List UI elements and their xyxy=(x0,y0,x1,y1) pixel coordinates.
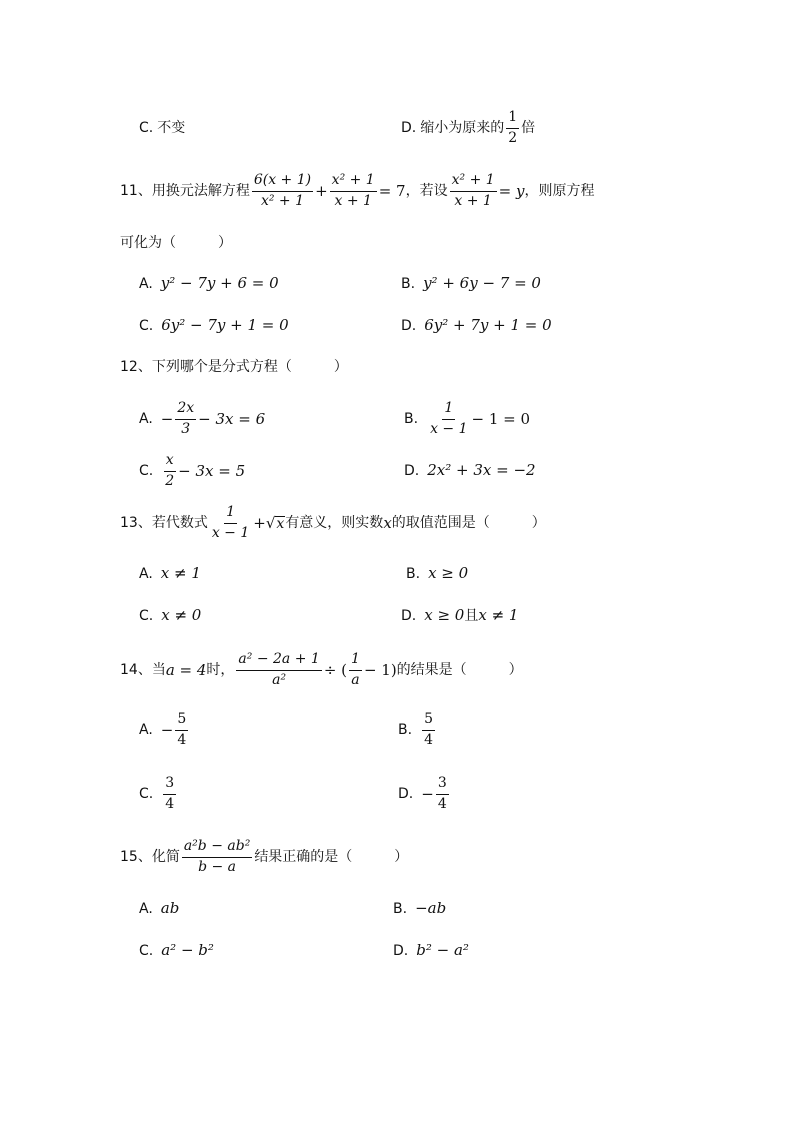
option-math: x ≠ 1 xyxy=(160,564,201,582)
q12-option-c xyxy=(139,449,245,493)
math-expression: − 1) xyxy=(363,660,397,679)
q13-option-a xyxy=(139,566,201,581)
option-label: B. xyxy=(406,565,421,582)
q10-option-d xyxy=(401,106,535,150)
question-number: 12、 xyxy=(120,359,152,375)
fraction: 1 x − 1 xyxy=(430,400,468,437)
fraction: $\frac{\text{x² + 1}}{x + 1}$ xyxy=(451,172,495,209)
math-operator: − xyxy=(160,409,174,428)
question-text: 结果正确的是（ ） xyxy=(254,849,409,865)
fraction: $\frac{3}{4}$ xyxy=(437,775,447,812)
question-text: 有意义，则实数 xyxy=(285,515,384,531)
math-operator: + xyxy=(315,181,328,200)
fraction: 1 x − 1 xyxy=(211,504,250,541)
question-15-stem xyxy=(120,834,408,880)
option-label: B. xyxy=(393,900,408,917)
math-operator: ÷ ( xyxy=(323,660,348,679)
option-math: − 3x = 5 xyxy=(178,461,246,480)
q10-option-c xyxy=(139,121,185,135)
option-label: D. xyxy=(401,317,417,334)
option-label: B. xyxy=(398,722,413,738)
q11-option-c xyxy=(139,318,289,333)
option-math: y² − 7y + 6 = 0 xyxy=(160,274,279,292)
option-math: x ≠ 0 xyxy=(161,606,202,624)
option-label: A. xyxy=(139,900,153,917)
option-label: D. xyxy=(398,786,414,802)
option-label: D. xyxy=(393,942,409,959)
option-math: a² − b² xyxy=(161,941,214,959)
q14-option-b xyxy=(398,708,437,752)
fraction: $\frac{2x}{3}$ xyxy=(177,400,195,437)
option-label: B. xyxy=(401,275,416,292)
question-text: 的结果是（ ） xyxy=(396,662,523,678)
question-text: 的取值范围是（ ） xyxy=(391,515,546,531)
question-13-stem xyxy=(120,500,546,546)
q13-option-c xyxy=(139,608,201,623)
fraction: 5 4 xyxy=(424,711,433,748)
option-math: x ≥ 0 xyxy=(424,606,465,624)
option-label: D. xyxy=(401,120,417,136)
fraction: $\frac{5}{4}$ xyxy=(177,711,187,748)
math-expression: a = 4 xyxy=(165,660,207,679)
question-11-stem xyxy=(120,168,594,214)
q14-option-d xyxy=(398,772,451,816)
option-math: −ab xyxy=(415,899,447,917)
fraction: $\frac{\text{a² − 2a + 1}}{\text{a²}}$ xyxy=(238,651,320,688)
option-math: 2x² + 3x = −2 xyxy=(427,461,536,479)
option-math: ab xyxy=(160,899,180,917)
fraction: 6(x + 1) x² + 1 xyxy=(253,172,312,209)
question-text: 下列哪个是分式方程（ ） xyxy=(151,359,348,375)
option-label: C. xyxy=(139,463,154,479)
question-number: 14、 xyxy=(120,662,152,678)
fraction: a²b − ab² b − a xyxy=(183,838,251,875)
q11-option-d xyxy=(401,318,552,333)
question-text: ，则原方程 xyxy=(524,183,595,199)
question-11-stem-line2 xyxy=(120,236,232,250)
question-number: 13、 xyxy=(120,515,152,531)
math-operator: − xyxy=(160,720,174,739)
fraction: 1 a xyxy=(351,651,360,688)
option-math: y² + 6y − 7 = 0 xyxy=(423,274,541,292)
math-expression: = y xyxy=(498,181,525,200)
q12-option-b xyxy=(404,397,530,441)
option-math: − 3x = 6 xyxy=(198,409,266,428)
question-text: ，若设 xyxy=(405,183,448,199)
option-math: x ≥ 0 xyxy=(428,564,469,582)
option-text: 缩小为原来的 xyxy=(420,120,505,136)
q15-option-c xyxy=(139,943,214,958)
option-label: A. xyxy=(139,722,153,738)
q13-option-b xyxy=(406,566,468,581)
q14-option-c xyxy=(139,772,178,816)
q15-option-d xyxy=(393,943,469,958)
q15-option-a xyxy=(139,901,179,916)
option-label: C. xyxy=(139,942,154,959)
q14-option-a xyxy=(139,708,190,752)
fraction: $\frac{\text{x² + 1}}{x + 1}$ xyxy=(331,172,375,209)
question-text: 用换元法解方程 xyxy=(151,183,250,199)
option-label: B. xyxy=(404,411,419,427)
option-label: C. xyxy=(139,317,154,334)
fraction: 3 4 xyxy=(165,775,175,812)
question-text: 若代数式 xyxy=(151,515,208,531)
sqrt-expression: √ x xyxy=(265,513,285,532)
option-text: 且 xyxy=(464,607,479,624)
option-math: x ≠ 1 xyxy=(478,606,519,624)
question-text: 时， xyxy=(206,662,235,678)
option-label: A. xyxy=(139,275,153,292)
math-operator: − xyxy=(421,784,434,803)
question-text: 化简 xyxy=(151,849,180,865)
math-variable: x xyxy=(383,513,392,532)
question-14-stem xyxy=(120,647,523,693)
math-operator: + xyxy=(253,513,266,532)
option-text: 倍 xyxy=(521,120,536,136)
q13-option-d xyxy=(401,608,518,623)
option-label: D. xyxy=(401,607,417,624)
fraction: x 2 xyxy=(165,452,175,489)
option-math: b² − a² xyxy=(416,941,469,959)
q11-option-a xyxy=(139,276,279,291)
option-math: 6y² + 7y + 1 = 0 xyxy=(424,316,552,334)
option-label: A. xyxy=(139,411,153,427)
option-math: − 1 = 0 xyxy=(471,409,531,428)
option-label: C. xyxy=(139,786,154,802)
q12-option-a xyxy=(139,397,265,441)
q11-option-b xyxy=(401,276,541,291)
q15-option-b xyxy=(393,901,446,916)
option-label: D. xyxy=(404,462,420,479)
math-expression: = 7 xyxy=(378,181,406,200)
option-label: A. xyxy=(139,565,153,582)
option-label: C. xyxy=(139,120,154,136)
option-math: 6y² − 7y + 1 = 0 xyxy=(161,316,289,334)
q12-option-d xyxy=(404,463,536,478)
question-12-stem xyxy=(120,360,348,374)
question-text: 当 xyxy=(151,662,166,678)
option-label: C. xyxy=(139,607,154,624)
question-text: 可化为（ ） xyxy=(120,235,232,251)
fraction: 1 2 xyxy=(508,109,518,146)
question-number: 11、 xyxy=(120,183,152,199)
option-text: 不变 xyxy=(157,120,186,136)
question-number: 15、 xyxy=(120,849,152,865)
